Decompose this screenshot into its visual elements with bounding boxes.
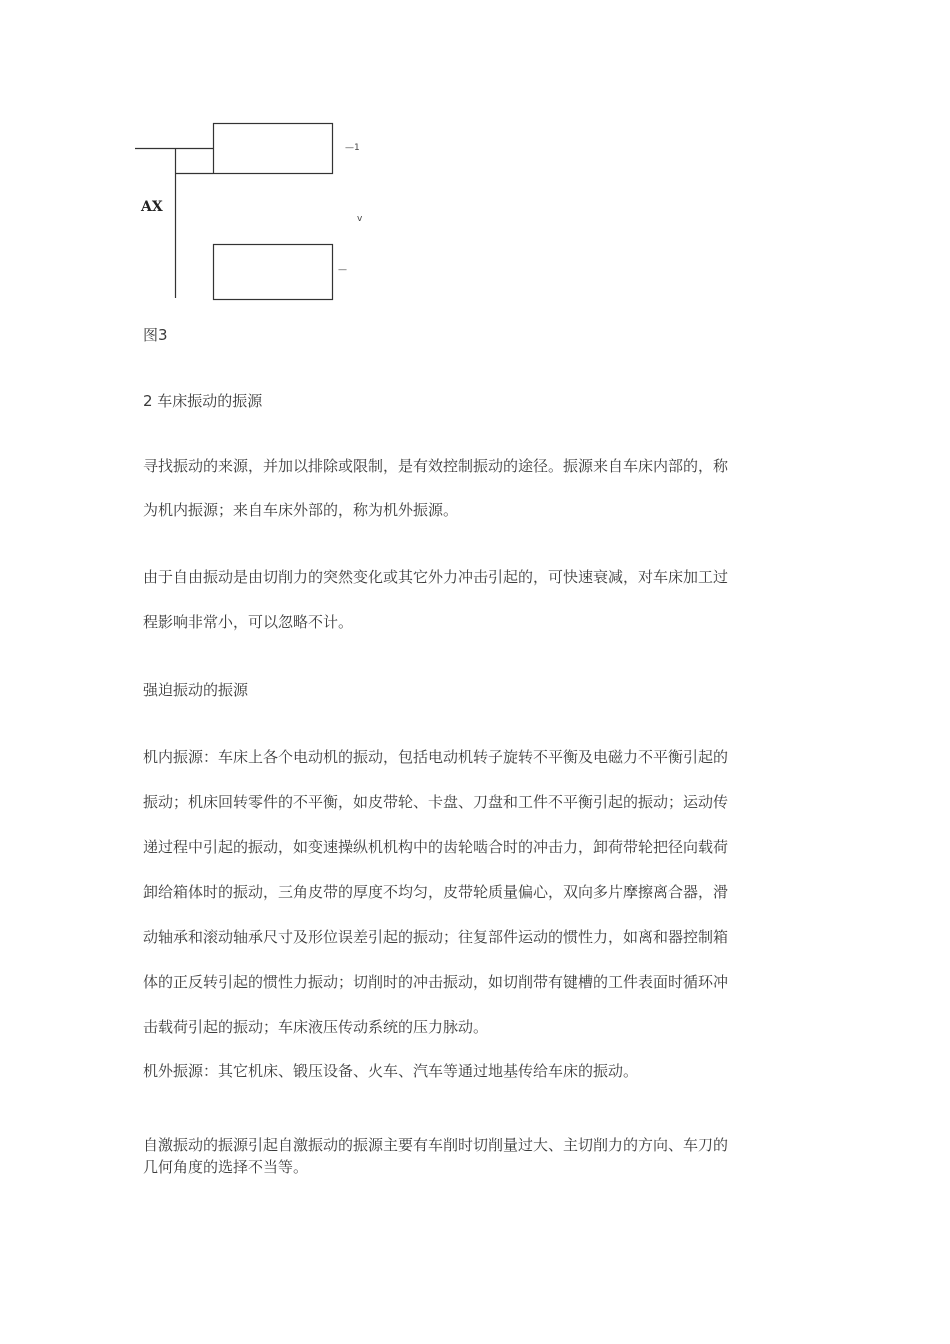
figure-3-diagram bbox=[0, 0, 420, 310]
ax-label: AX bbox=[141, 199, 163, 215]
internal-source-line: 击载荷引起的振动；车床液压传动系统的压力脉动。 bbox=[143, 1018, 489, 1036]
internal-source-line: 递过程中引起的振动，如变速操纵机机构中的齿轮啮合时的冲击力，卸荷带轮把径向载荷 bbox=[143, 838, 729, 856]
section-heading: 2 车床振动的振源 bbox=[143, 392, 263, 410]
upper-block bbox=[214, 124, 333, 174]
internal-source-line: 卸给箱体时的振动，三角皮带的厚度不均匀，皮带轮质量偏心，双向多片摩擦离合器，滑 bbox=[143, 883, 729, 901]
internal-source-line: 机内振源：车床上各个电动机的振动，包括电动机转子旋转不平衡及电磁力不平衡引起的 bbox=[143, 748, 729, 766]
self-excited-line: 自激振动的振源引起自激振动的振源主要有车削时切削量过大、主切削力的方向、车刀的 bbox=[143, 1136, 729, 1154]
internal-source-line: 体的正反转引起的惯性力振动；切削时的冲击振动，如切削带有键槽的工件表面时循环冲 bbox=[143, 973, 729, 991]
free-vibration-line: 程影响非常小，可以忽略不计。 bbox=[143, 613, 354, 631]
intro-line: 为机内振源；来自车床外部的，称为机外振源。 bbox=[143, 501, 459, 519]
block-diagram bbox=[0, 0, 420, 310]
lower-block bbox=[214, 245, 333, 300]
figure-caption: 图3 bbox=[143, 326, 168, 344]
free-vibration-line: 由于自由振动是由切削力的突然变化或其它外力冲击引起的，可快速衰减，对车床加工过 bbox=[143, 568, 729, 586]
intro-line: 寻找振动的来源，并加以排除或限制，是有效控制振动的途径。振源来自车床内部的，称 bbox=[143, 457, 729, 475]
internal-source-line: 动轴承和滚动轴承尺寸及形位误差引起的振动；往复部件运动的惯性力，如离和器控制箱 bbox=[143, 928, 729, 946]
upper-block-mark: —1 bbox=[345, 143, 360, 153]
self-excited-line: 几何角度的选择不当等。 bbox=[143, 1158, 309, 1176]
middle-mark: v bbox=[357, 214, 363, 224]
internal-source-line: 振动；机床回转零件的不平衡，如皮带轮、卡盘、刀盘和工件不平衡引起的振动；运动传 bbox=[143, 793, 729, 811]
lower-block-mark: — bbox=[338, 265, 347, 275]
forced-vibration-title: 强迫振动的振源 bbox=[143, 681, 249, 699]
external-source-line: 机外振源：其它机床、锻压设备、火车、汽车等通过地基传给车床的振动。 bbox=[143, 1062, 639, 1080]
